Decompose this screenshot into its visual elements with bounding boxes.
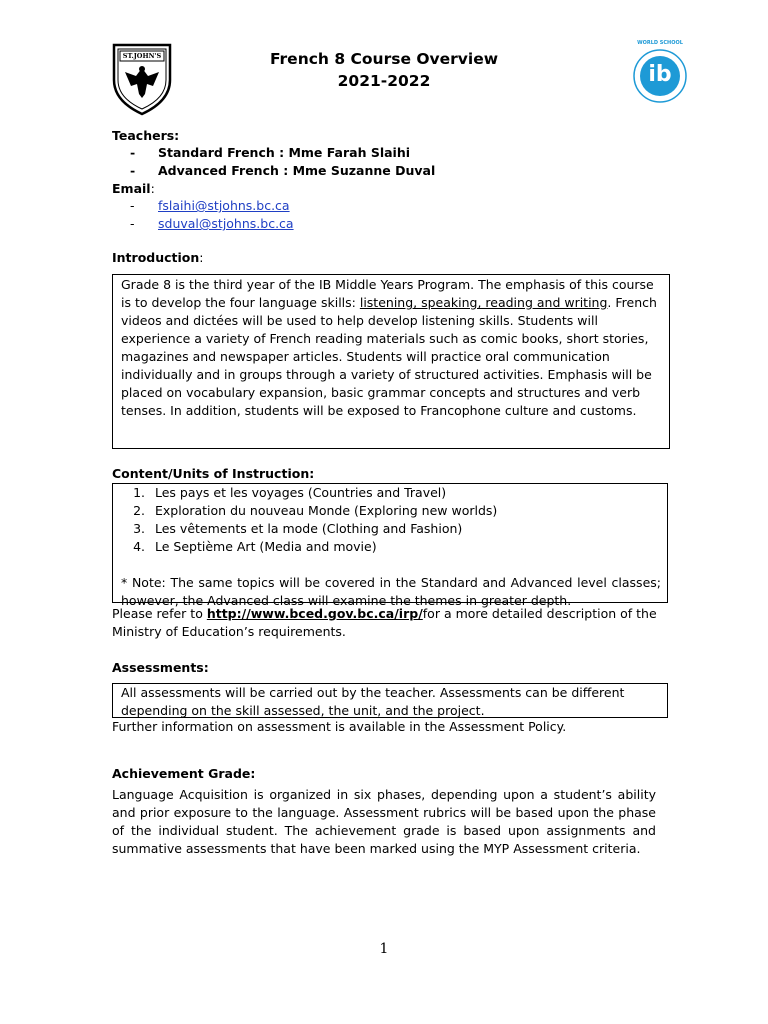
- unit-item: 2. Exploration du nouveau Monde (Exploring new worlds): [133, 503, 498, 518]
- email-label: Email:: [112, 181, 155, 196]
- email-link[interactable]: fslaihi@stjohns.bc.ca: [158, 198, 290, 213]
- ministry-reference: Please refer to http://www.bced.gov.bc.ca/irp/for a more detailed description of the Ministry of Education’s requirements.: [112, 606, 657, 639]
- ib-logo-ring-text: WORLD SCHOOL: [637, 40, 683, 46]
- content-label: Content/Units of Instruction:: [112, 466, 315, 481]
- unit-item: 3. Les vêtements et la mode (Clothing and Fashion): [133, 521, 463, 536]
- ib-world-school-logo: [633, 40, 687, 103]
- language-skills-underlined: listening, speaking, reading and writing: [359, 295, 608, 310]
- assessment-policy-note: Further information on assessment is available in the Assessment Policy.: [112, 719, 567, 734]
- achievement-text: Language Acquisition is organized in six phases, depending upon a student’s ability and prior exposure to the language. Assessment rubrics will be based upon the phase of the individual student. The achievement grade is based upon assignments and summative assessments that have been marked using the MYP Assessment criteria.: [112, 787, 656, 856]
- page-subtitle-year: 2021-2022: [337, 72, 431, 90]
- unit-item: 1. Les pays et les voyages (Countries and Travel): [133, 485, 447, 500]
- introduction-label: Introduction:: [112, 250, 204, 265]
- assessments-label: Assessments:: [112, 660, 209, 675]
- content-note: * Note: The same topics will be covered in the Standard and Advanced level classes; however, the Advanced class will examine the themes in greater depth.: [121, 575, 661, 608]
- bced-irp-link[interactable]: http://www.bced.gov.bc.ca/irp/: [206, 606, 423, 621]
- email-link[interactable]: sduval@stjohns.bc.ca: [158, 216, 294, 231]
- crest-text: ST.JOHN'S: [122, 52, 162, 60]
- page-title: French 8 Course Overview: [269, 50, 499, 68]
- achievement-label: Achievement Grade:: [112, 766, 256, 781]
- ib-logo-letters: ib: [648, 62, 672, 87]
- email-list: - fslaihi@stjohns.bc.ca - sduval@stjohns.bc.ca: [130, 198, 294, 231]
- teachers-label: Teachers:: [112, 128, 180, 143]
- content-box: [112, 483, 668, 608]
- unit-item: 4. Le Septième Art (Media and movie): [133, 539, 377, 554]
- teachers-list: - Standard French : Mme Farah Slaihi - Advanced French : Mme Suzanne Duval: [130, 145, 436, 178]
- assessments-box: All assessments will be carried out by the teacher. Assessments can be different depending on the skill assessed, the unit, and the project.: [112, 683, 668, 718]
- page-number: 1: [379, 941, 389, 957]
- introduction-box: Grade 8 is the third year of the IB Middle Years Program. The emphasis of this course is to develop the four language skills: listening, speaking, reading and writing. French videos and dictées will be used to help develop listening skills. Students will experience a variety of French reading materials such as comic books, short stories, magazines and newspaper articles. Students will practice oral communication individually and in groups through a variety of structured activities. Emphasis will be placed on vocabulary expansion, basic grammar concepts and structures and verb tenses. In addition, students will be exposed to Francophone culture and customs.: [112, 274, 670, 449]
- units-list: [121, 484, 661, 556]
